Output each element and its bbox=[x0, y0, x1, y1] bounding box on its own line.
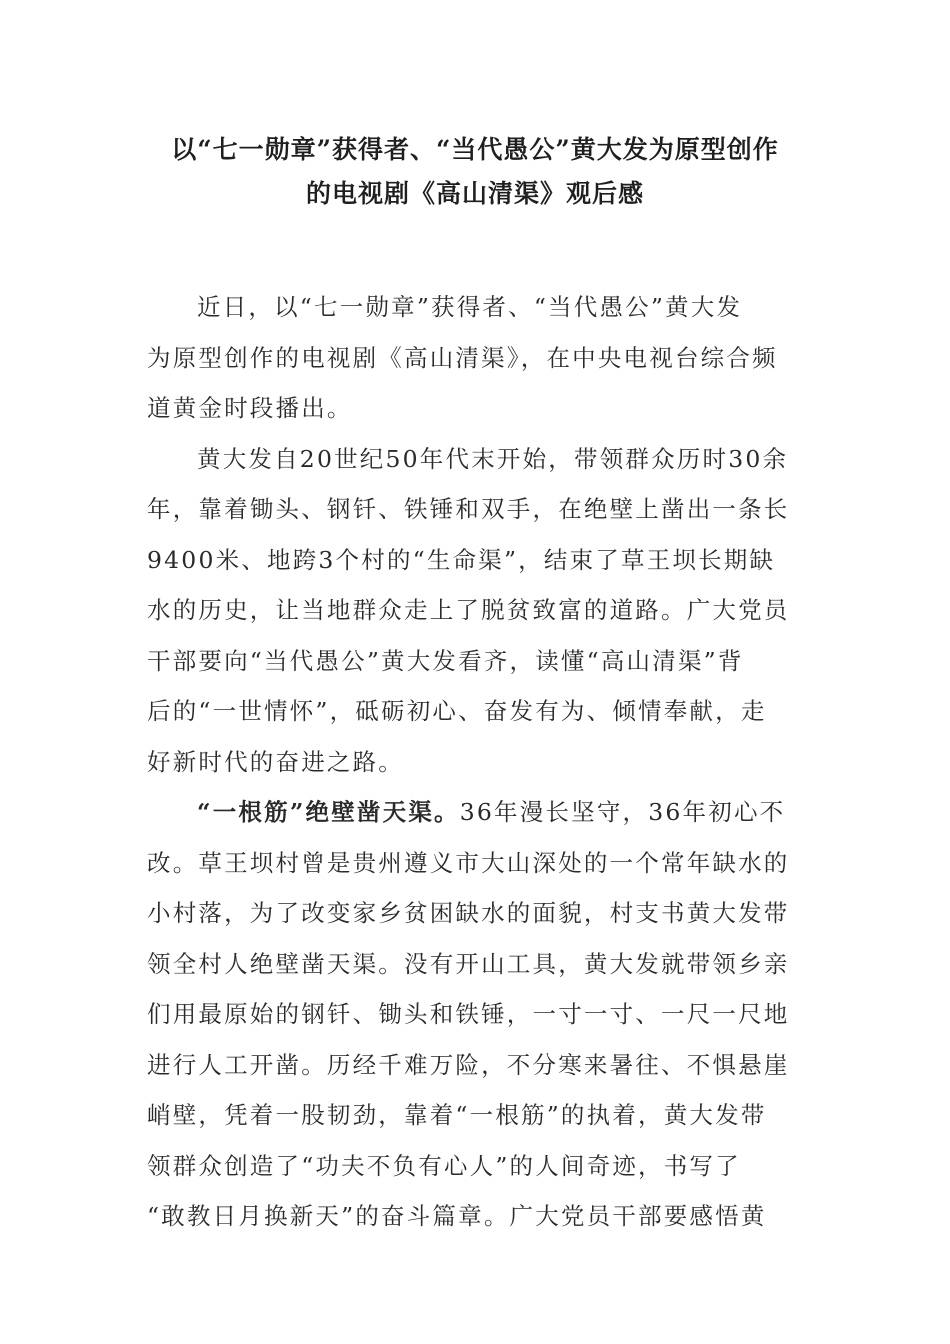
paragraph-1 bbox=[147, 282, 802, 434]
title-line-1: 以“七一勋章”获得者、“当代愚公”黄大发为原型创作 bbox=[171, 135, 779, 164]
paragraph-line: 9400米、地跨3个村的“生命渠”，结束了草王坝长期缺 bbox=[147, 545, 776, 574]
section-heading: “一根筋”绝壁凿天渠。 bbox=[197, 798, 460, 826]
paragraph-line: 黄大发自20世纪50年代末开始，带领群众历时30余 bbox=[197, 444, 789, 473]
document-body bbox=[147, 282, 802, 1242]
paragraph-line: 好新时代的奋进之路。 bbox=[147, 747, 404, 776]
paragraph-first-line bbox=[147, 787, 802, 838]
paragraph-line: 峭壁，凭着一股韧劲，靠着“一根筋”的执着，黄大发带 bbox=[147, 1101, 767, 1129]
paragraph-2 bbox=[147, 434, 802, 788]
paragraph-line: “敢教日月换新天”的奋斗篇章。广大党员干部要感悟黄 bbox=[147, 1202, 767, 1230]
paragraph-line: 改。草王坝村曾是贵州遵义市大山深处的一个常年缺水的 bbox=[147, 848, 790, 877]
paragraph-3 bbox=[147, 787, 802, 1242]
paragraph-line: 年，靠着锄头、钢钎、铁锤和双手，在绝壁上凿出一条长 bbox=[147, 495, 790, 523]
paragraph-line: 小村落，为了改变家乡贫困缺水的面貌，村支书黄大发带 bbox=[147, 899, 790, 927]
paragraph-line: 水的历史，让当地群众走上了脱贫致富的道路。广大党员 bbox=[147, 596, 790, 624]
paragraph-line-rest: 36年漫长坚守，36年初心不 bbox=[459, 798, 786, 826]
paragraph-line: 为原型创作的电视剧《高山清渠》，在中央电视台综合频 bbox=[147, 343, 778, 372]
paragraph-line: 近日，以“七一勋章”获得者、“当代愚公”黄大发 bbox=[197, 293, 743, 321]
paragraph-line: 干部要向“当代愚公”黄大发看齐，读懂“高山清渠”背 bbox=[147, 646, 744, 675]
paragraph-line: 道黄金时段播出。 bbox=[147, 394, 353, 422]
paragraph-line: 领全村人绝壁凿天渠。没有开山工具，黄大发就带领乡亲 bbox=[147, 949, 790, 978]
paragraph-line: 进行人工开凿。历经千难万险，不分寒来暑往、不惧悬崖 bbox=[147, 1050, 790, 1079]
document-title bbox=[150, 128, 800, 216]
paragraph-line: 们用最原始的钢钎、锄头和铁锤，一寸一寸、一尺一尺地 bbox=[147, 1000, 790, 1028]
title-line-2: 的电视剧《高山清渠》观后感 bbox=[305, 179, 644, 208]
paragraph-line: 领群众创造了“功夫不负有心人”的人间奇迹，书写了 bbox=[147, 1151, 741, 1180]
paragraph-line: 后的“一世情怀”，砥砺初心、奋发有为、倾情奉献，走 bbox=[147, 697, 767, 725]
